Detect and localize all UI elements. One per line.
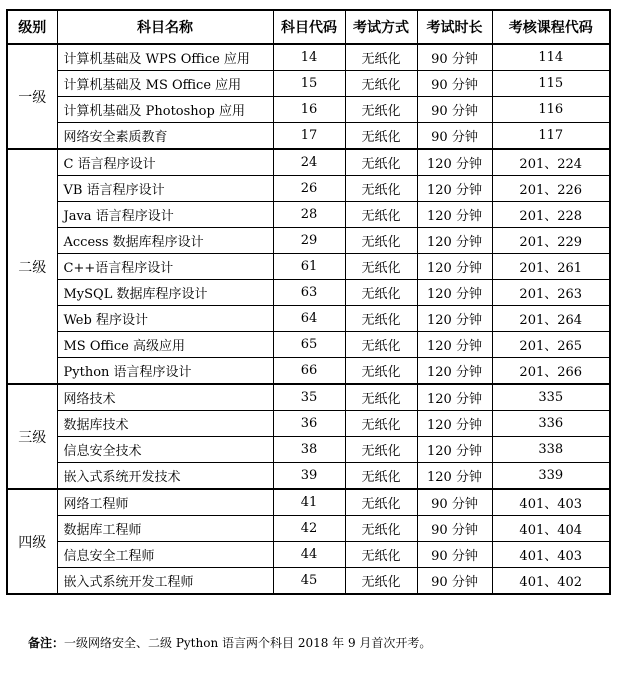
exam-method-cell: 无纸化 bbox=[345, 254, 417, 280]
level-cell: 三级 bbox=[7, 384, 57, 489]
exam-method-cell: 无纸化 bbox=[345, 228, 417, 254]
exam-duration-cell: 120 分钟 bbox=[417, 254, 492, 280]
course-code-cell: 201、228 bbox=[492, 202, 610, 228]
subject-code-cell: 14 bbox=[273, 44, 345, 71]
subject-name-cell: 嵌入式系统开发工程师 bbox=[57, 568, 273, 595]
course-code-cell: 201、261 bbox=[492, 254, 610, 280]
subject-code-cell: 28 bbox=[273, 202, 345, 228]
subject-name-cell: 计算机基础及 WPS Office 应用 bbox=[57, 44, 273, 71]
exam-subjects-table bbox=[6, 9, 611, 595]
exam-duration-cell: 120 分钟 bbox=[417, 280, 492, 306]
exam-method-cell: 无纸化 bbox=[345, 437, 417, 463]
subject-name-cell: 网络安全素质教育 bbox=[57, 123, 273, 150]
table-row bbox=[7, 411, 610, 437]
footnote-label: 备注： bbox=[28, 636, 65, 650]
exam-duration-cell: 120 分钟 bbox=[417, 411, 492, 437]
subject-name-cell: Java 语言程序设计 bbox=[57, 202, 273, 228]
exam-method-cell: 无纸化 bbox=[345, 489, 417, 516]
table-row bbox=[7, 71, 610, 97]
footnote-text: 一级网络安全、二级 Python 语言两个科目 2018 年 9 月首次开考。 bbox=[64, 636, 432, 650]
exam-duration-cell: 120 分钟 bbox=[417, 437, 492, 463]
header-level: 级别 bbox=[7, 10, 57, 44]
subject-name-cell: 数据库工程师 bbox=[57, 516, 273, 542]
subject-name-cell: 网络技术 bbox=[57, 384, 273, 411]
exam-method-cell: 无纸化 bbox=[345, 332, 417, 358]
exam-duration-cell: 90 分钟 bbox=[417, 123, 492, 150]
table-row bbox=[7, 437, 610, 463]
course-code-cell: 201、224 bbox=[492, 149, 610, 176]
exam-duration-cell: 90 分钟 bbox=[417, 568, 492, 595]
exam-method-cell: 无纸化 bbox=[345, 463, 417, 490]
course-code-cell: 336 bbox=[492, 411, 610, 437]
exam-duration-cell: 120 分钟 bbox=[417, 149, 492, 176]
subject-name-cell: C++语言程序设计 bbox=[57, 254, 273, 280]
exam-method-cell: 无纸化 bbox=[345, 71, 417, 97]
exam-duration-cell: 90 分钟 bbox=[417, 516, 492, 542]
subject-code-cell: 16 bbox=[273, 97, 345, 123]
exam-method-cell: 无纸化 bbox=[345, 542, 417, 568]
subject-name-cell: C 语言程序设计 bbox=[57, 149, 273, 176]
subject-code-cell: 24 bbox=[273, 149, 345, 176]
table-row bbox=[7, 176, 610, 202]
course-code-cell: 201、226 bbox=[492, 176, 610, 202]
exam-method-cell: 无纸化 bbox=[345, 280, 417, 306]
exam-method-cell: 无纸化 bbox=[345, 516, 417, 542]
course-code-cell: 339 bbox=[492, 463, 610, 490]
exam-duration-cell: 90 分钟 bbox=[417, 71, 492, 97]
subject-code-cell: 17 bbox=[273, 123, 345, 150]
course-code-cell: 116 bbox=[492, 97, 610, 123]
subject-name-cell: MS Office 高级应用 bbox=[57, 332, 273, 358]
header-subject-name: 科目名称 bbox=[57, 10, 273, 44]
footnote bbox=[28, 634, 431, 651]
subject-name-cell: Python 语言程序设计 bbox=[57, 358, 273, 385]
table-row bbox=[7, 332, 610, 358]
subject-code-cell: 41 bbox=[273, 489, 345, 516]
subject-code-cell: 63 bbox=[273, 280, 345, 306]
exam-duration-cell: 120 分钟 bbox=[417, 176, 492, 202]
subject-code-cell: 45 bbox=[273, 568, 345, 595]
exam-method-cell: 无纸化 bbox=[345, 411, 417, 437]
exam-duration-cell: 90 分钟 bbox=[417, 542, 492, 568]
exam-method-cell: 无纸化 bbox=[345, 44, 417, 71]
level-cell: 四级 bbox=[7, 489, 57, 594]
subject-code-cell: 15 bbox=[273, 71, 345, 97]
subject-code-cell: 35 bbox=[273, 384, 345, 411]
subject-code-cell: 29 bbox=[273, 228, 345, 254]
exam-duration-cell: 90 分钟 bbox=[417, 97, 492, 123]
table-row bbox=[7, 228, 610, 254]
course-code-cell: 401、402 bbox=[492, 568, 610, 595]
table-body bbox=[7, 44, 610, 594]
exam-method-cell: 无纸化 bbox=[345, 123, 417, 150]
table-row bbox=[7, 568, 610, 595]
exam-method-cell: 无纸化 bbox=[345, 97, 417, 123]
table-row bbox=[7, 202, 610, 228]
course-code-cell: 117 bbox=[492, 123, 610, 150]
exam-duration-cell: 90 分钟 bbox=[417, 44, 492, 71]
exam-method-cell: 无纸化 bbox=[345, 176, 417, 202]
level-cell: 一级 bbox=[7, 44, 57, 149]
course-code-cell: 115 bbox=[492, 71, 610, 97]
table-row bbox=[7, 306, 610, 332]
course-code-cell: 401、403 bbox=[492, 489, 610, 516]
exam-duration-cell: 120 分钟 bbox=[417, 228, 492, 254]
subject-name-cell: 数据库技术 bbox=[57, 411, 273, 437]
table-header-row bbox=[7, 10, 610, 44]
subject-name-cell: Access 数据库程序设计 bbox=[57, 228, 273, 254]
table-row bbox=[7, 97, 610, 123]
header-course-code: 考核课程代码 bbox=[492, 10, 610, 44]
exam-duration-cell: 120 分钟 bbox=[417, 306, 492, 332]
subject-code-cell: 26 bbox=[273, 176, 345, 202]
course-code-cell: 201、263 bbox=[492, 280, 610, 306]
exam-method-cell: 无纸化 bbox=[345, 149, 417, 176]
subject-code-cell: 39 bbox=[273, 463, 345, 490]
course-code-cell: 201、229 bbox=[492, 228, 610, 254]
table-row bbox=[7, 149, 610, 176]
table-row bbox=[7, 358, 610, 385]
exam-method-cell: 无纸化 bbox=[345, 568, 417, 595]
subject-name-cell: 信息安全工程师 bbox=[57, 542, 273, 568]
table-row bbox=[7, 542, 610, 568]
subject-code-cell: 65 bbox=[273, 332, 345, 358]
level-cell: 二级 bbox=[7, 149, 57, 384]
subject-name-cell: 计算机基础及 MS Office 应用 bbox=[57, 71, 273, 97]
table-row bbox=[7, 123, 610, 150]
subject-name-cell: Web 程序设计 bbox=[57, 306, 273, 332]
header-exam-method: 考试方式 bbox=[345, 10, 417, 44]
course-code-cell: 201、266 bbox=[492, 358, 610, 385]
exam-duration-cell: 120 分钟 bbox=[417, 358, 492, 385]
subject-name-cell: 信息安全技术 bbox=[57, 437, 273, 463]
subject-code-cell: 61 bbox=[273, 254, 345, 280]
table-row bbox=[7, 384, 610, 411]
exam-duration-cell: 90 分钟 bbox=[417, 489, 492, 516]
exam-duration-cell: 120 分钟 bbox=[417, 202, 492, 228]
table-row bbox=[7, 516, 610, 542]
exam-method-cell: 无纸化 bbox=[345, 358, 417, 385]
subject-name-cell: 计算机基础及 Photoshop 应用 bbox=[57, 97, 273, 123]
course-code-cell: 114 bbox=[492, 44, 610, 71]
exam-method-cell: 无纸化 bbox=[345, 384, 417, 411]
subject-code-cell: 36 bbox=[273, 411, 345, 437]
table-row bbox=[7, 463, 610, 490]
header-subject-code: 科目代码 bbox=[273, 10, 345, 44]
course-code-cell: 201、264 bbox=[492, 306, 610, 332]
subject-name-cell: 网络工程师 bbox=[57, 489, 273, 516]
subject-name-cell: 嵌入式系统开发技术 bbox=[57, 463, 273, 490]
exam-method-cell: 无纸化 bbox=[345, 202, 417, 228]
table-row bbox=[7, 280, 610, 306]
course-code-cell: 335 bbox=[492, 384, 610, 411]
exam-duration-cell: 120 分钟 bbox=[417, 463, 492, 490]
subject-code-cell: 42 bbox=[273, 516, 345, 542]
subject-code-cell: 44 bbox=[273, 542, 345, 568]
course-code-cell: 338 bbox=[492, 437, 610, 463]
course-code-cell: 401、403 bbox=[492, 542, 610, 568]
subject-code-cell: 64 bbox=[273, 306, 345, 332]
header-exam-duration: 考试时长 bbox=[417, 10, 492, 44]
subject-name-cell: VB 语言程序设计 bbox=[57, 176, 273, 202]
subject-code-cell: 66 bbox=[273, 358, 345, 385]
table-row bbox=[7, 44, 610, 71]
table-row bbox=[7, 254, 610, 280]
course-code-cell: 401、404 bbox=[492, 516, 610, 542]
subject-name-cell: MySQL 数据库程序设计 bbox=[57, 280, 273, 306]
course-code-cell: 201、265 bbox=[492, 332, 610, 358]
subject-code-cell: 38 bbox=[273, 437, 345, 463]
exam-duration-cell: 120 分钟 bbox=[417, 384, 492, 411]
exam-method-cell: 无纸化 bbox=[345, 306, 417, 332]
exam-duration-cell: 120 分钟 bbox=[417, 332, 492, 358]
table-row bbox=[7, 489, 610, 516]
